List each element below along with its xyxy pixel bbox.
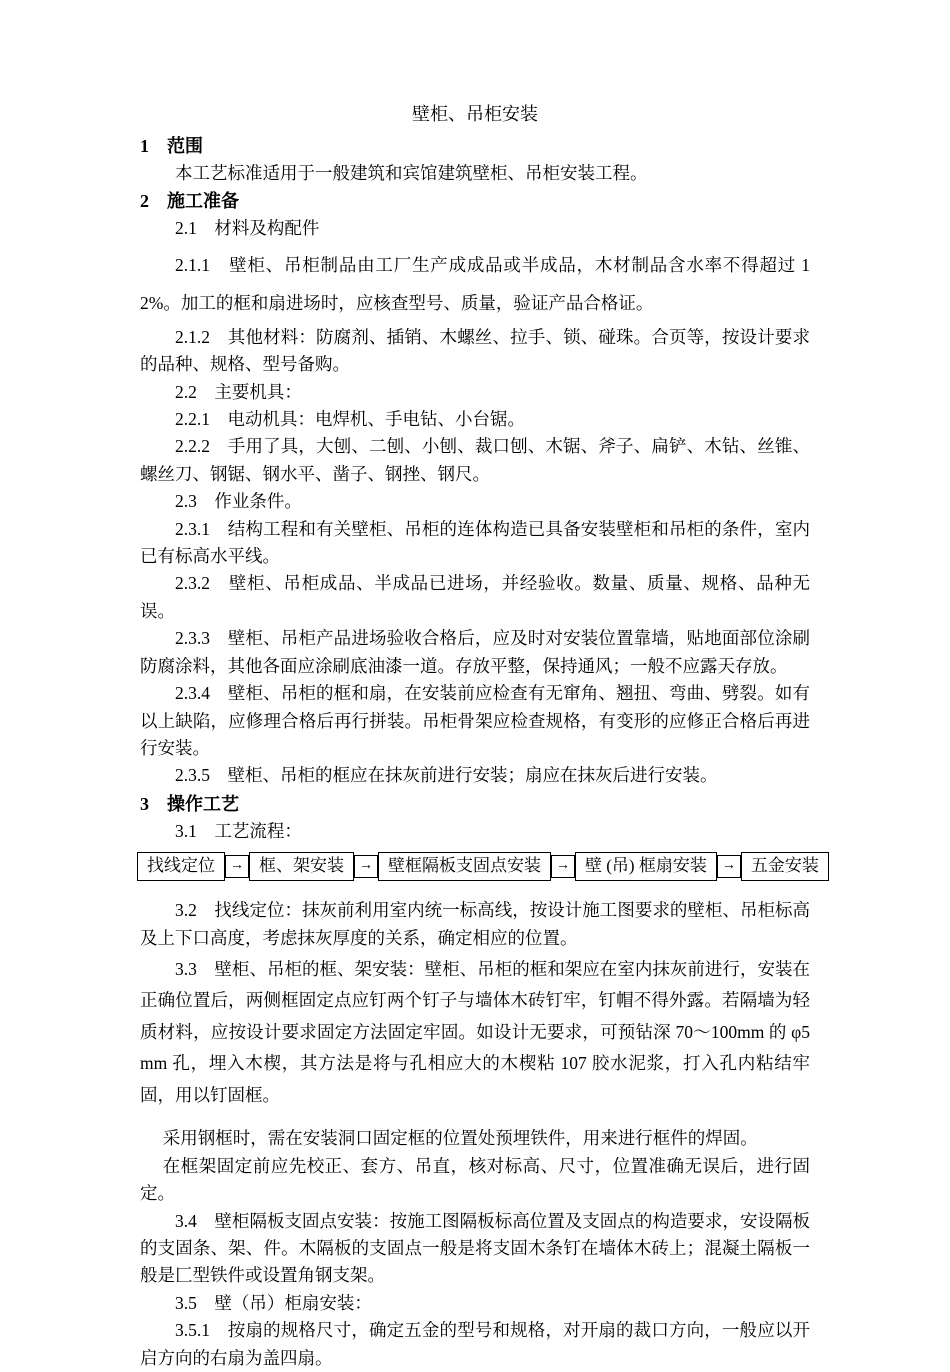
document-title: 壁柜、吊柜安装 (412, 104, 538, 124)
para-2-3-4: 2.3.4 壁柜、吊柜的框和扇，在安装前应检查有无窜角、翘扭、弯曲、劈裂。如有以上缺陷，应修理合格后再行拼装。吊柜骨架应检查规格，有变形的应修正合格后再进行安装。 (140, 683, 810, 758)
para-2-1-1: 2.1.1 壁柜、吊柜制品由工厂生产成成品或半成品，木材制品含水率不得超过 12%。加工的框和扇进场时，应核查型号、质量，验证产品合格证。 (140, 254, 810, 313)
para-2-3-3: 2.3.3 壁柜、吊柜产品进场验收合格后，应及时对安装位置靠墙，贴地面部位涂刷防腐涂料，其他各面应涂刷底油漆一道。存放平整，保持通风；一般不应露天存放。 (140, 628, 810, 676)
para-3-3: 3.3 壁柜、吊柜的框、架安装：壁柜、吊柜的框和架应在室内抹灰前进行，安装在正确位置后，两侧框固定点应钉两个钉子与墙体木砖钉牢，钉帽不得外露。若隔墙为轻质材料，应按设计要求固定方法固定牢固。如设计无要求，可预钻深 70～100mm 的 φ5mm 孔，埋入木楔，其方法是将与孔相应大的木楔粘 107 胶水泥浆，打入孔内粘结牢固，用以钉固框。 (140, 958, 810, 1105)
flow-step-shelf-support-install: 壁框隔板支固点安装 (378, 852, 551, 881)
para-2-3-2: 2.3.2 壁柜、吊柜成品、半成品已进场，并经验收。数量、质量、规格、品种无误。 (140, 573, 810, 621)
para-frame-fixing: 在框架固定前应先校正、套方、吊直，核对标高、尺寸，位置准确无误后，进行固定。 (140, 1155, 810, 1204)
heading-2-preparation: 2 施工准备 (140, 191, 239, 212)
para-2-2-1: 2.2.1 电动机具：电焊机、手电钻、小台锯。 (175, 409, 525, 430)
flow-arrow-icon: → (354, 855, 378, 878)
para-2-3: 2.3 作业条件。 (175, 491, 302, 512)
process-flowchart (137, 852, 819, 881)
para-3-1-process-flow-label: 3.1 工艺流程： (175, 820, 302, 841)
para-2-2: 2.2 主要机具： (175, 381, 302, 402)
flow-arrow-icon: → (551, 855, 575, 878)
para-3-4: 3.4 壁柜隔板支固点安装：按施工图隔板标高位置及支固点的构造要求，安设隔板的支固条、架、件。木隔板的支固点一般是将支固木条钉在墙体木砖上；混凝土隔板一般是匚型铁件或设置角钢支架。 (140, 1210, 810, 1286)
para-3-5: 3.5 壁（吊）柜扇安装： (175, 1292, 372, 1313)
flow-step-leaf-install: 壁 (吊) 框扇安装 (575, 852, 717, 881)
para-3-5-1: 3.5.1 按扇的规格尺寸，确定五金的型号和规格，对开扇的裁口方向，一般应以开启方向的右扇为盖四扇。 (140, 1320, 810, 1368)
para-2-1: 2.1 材料及构配件 (175, 218, 320, 239)
flow-step-hardware-install: 五金安装 (741, 852, 829, 881)
flow-step-locate: 找线定位 (137, 852, 225, 881)
heading-3-procedure: 3 操作工艺 (140, 793, 239, 814)
para-2-3-1: 2.3.1 结构工程和有关壁柜、吊柜的连体构造已具备安装壁柜和吊柜的条件，室内已有标高水平线。 (140, 518, 810, 567)
para-2-2-2: 2.2.2 手用了具，大刨、二刨、小刨、裁口刨、木锯、斧子、扁铲、木钻、丝锥、螺丝刀、钢锯、钢水平、凿子、钢挫、钢尺。 (140, 436, 810, 484)
flow-arrow-icon: → (225, 855, 249, 878)
para-3-2: 3.2 找线定位：抹灰前利用室内统一标高线，按设计施工图要求的壁柜、吊柜标高及上下口高度，考虑抹灰厚度的关系，确定相应的位置。 (140, 900, 810, 948)
heading-1-scope: 1 范围 (140, 136, 203, 156)
para-2-3-5: 2.3.5 壁柜、吊柜的框应在抹灰前进行安装；扇应在抹灰后进行安装。 (175, 765, 718, 786)
para-scope-intro: 本工艺标准适用于一般建筑和宾馆建筑壁柜、吊柜安装工程。 (175, 163, 648, 183)
para-steel-frame: 采用钢框时，需在安装洞口固定框的位置处预埋铁件，用来进行框件的焊固。 (162, 1128, 758, 1149)
para-2-1-2: 2.1.2 其他材料：防腐剂、插销、木螺丝、拉手、锁、碰珠。合页等，按设计要求的品种、规格、型号备购。 (140, 326, 810, 375)
flow-arrow-icon: → (717, 855, 741, 878)
flow-step-frame-install: 框、架安装 (249, 852, 354, 881)
